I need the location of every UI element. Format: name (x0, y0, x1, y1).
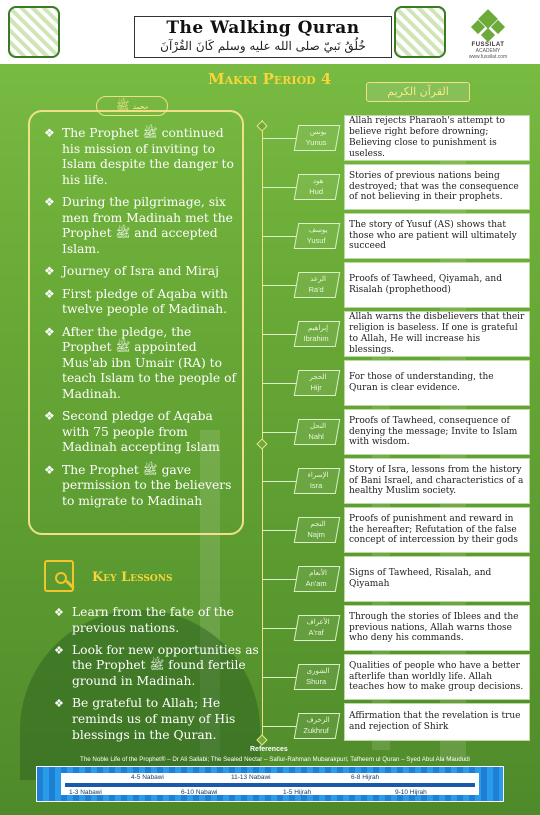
lessons-list (54, 605, 270, 749)
surah-badge: الأنعام An'am (294, 566, 341, 592)
surah-description: Through the stories of Iblees and the previous nations, Allah warns those who deny his commands. (344, 605, 530, 651)
list-item: ❖ First pledge of Aqaba with twelve people of Madinah. (44, 286, 228, 316)
surah-badge: النحل Nahl (294, 419, 341, 445)
surah-badge: الرعد Ra'd (294, 272, 341, 298)
surah-description: For those of understanding, the Quran is clear evidence. (344, 360, 530, 406)
surah-description: Allah warns the disbelievers that their religion is baseless. If one is grateful to Allah, He will increase his blessings. (344, 311, 530, 357)
timeline-label: 11-13 Nabawi (231, 774, 271, 781)
ornament-corner-right (394, 6, 446, 58)
surah-row (296, 311, 532, 357)
prophet-name-tab: محمد ﷺ (96, 96, 168, 116)
bullet-icon: ❖ (54, 643, 64, 657)
surah-badge: هود Hud (294, 174, 341, 200)
section-title: Makki Period 4 (208, 70, 332, 88)
logo-mark-icon (473, 12, 503, 42)
surah-badge: يونس Yunus (294, 125, 341, 151)
surah-badge: إبراهيم Ibrahim (294, 321, 341, 347)
surah-description: Stories of previous nations being destroyed; that was the consequence of not believing in their prophets. (344, 164, 530, 210)
bullet-icon: ❖ (44, 286, 55, 301)
timeline-label: 9-10 Hijrah (395, 789, 427, 796)
surah-row (296, 409, 532, 455)
timeline-label: 6-10 Nabawi (181, 789, 218, 796)
surah-row (296, 605, 532, 651)
surah-row (296, 115, 532, 161)
surah-badge: الحجر Hijr (294, 370, 341, 396)
surah-badge: الإسراء Isra (294, 468, 341, 494)
bullet-icon: ❖ (44, 462, 55, 477)
bullet-icon: ❖ (44, 324, 55, 339)
surah-badge: الأعراف A'raf (294, 615, 341, 641)
bullet-icon: ❖ (44, 264, 55, 278)
list-item: ❖ The Prophet ﷺ gave permission to the believers to migrate to Madinah (44, 462, 232, 508)
bullet-icon: ❖ (44, 195, 55, 209)
timeline-label: 6-8 Hijrah (351, 774, 380, 781)
surah-description: Affirmation that the revelation is true and rejection of Shirk (344, 703, 530, 741)
surah-description: Allah rejects Pharaoh's attempt to believe right before drowning; Believing close to punishment is useless. (344, 115, 530, 161)
surah-badge: الشورى Shura (294, 664, 341, 690)
surah-description: Proofs of Tawheed, consequence of denying the message; Invite to Islam with wisdom. (344, 409, 530, 455)
surah-row (296, 360, 532, 406)
vertical-divider (262, 120, 263, 740)
surah-row (296, 703, 532, 743)
key-lessons-title: Key Lessons (92, 570, 173, 585)
title-box (134, 16, 392, 58)
surah-description: Signs of Tawheed, Risalah, and Qiyamah (344, 556, 530, 602)
logo-sub: ACADEMY (475, 48, 501, 54)
list-item: ❖ Journey of Isra and Miraj (44, 264, 219, 278)
surah-description: Proofs of Tawheed, Qiyamah, and Risalah (prophethood) (344, 262, 530, 308)
surah-row (296, 507, 532, 553)
surah-description: Qualities of people who have a better afterlife than worldly life. Allah teaches how to make group decisions. (344, 654, 530, 700)
bullet-icon: ❖ (44, 126, 55, 140)
surah-row (296, 654, 532, 700)
ornament-corner-left (8, 6, 60, 58)
references-label: References (250, 746, 288, 753)
list-item: ❖ After the pledge, the Prophet ﷺ appointed Mus'ab ibn Umair (RA) to teach Islam to the people of Madinah. (44, 324, 237, 401)
surah-badge: يوسف Yusuf (294, 223, 341, 249)
surah-badge: الزخرف Zukhruf (294, 713, 341, 739)
references-text: The Noble Life of the Prophet® – Dr Ali Sallabi; The Sealed Nectar – Safiur-Rahman Mubarakpuri; Tafheem ul Quran – Syed Abul Ala Maududi (80, 756, 470, 763)
diamond-ornament-icon (256, 438, 267, 449)
bullet-icon: ❖ (54, 696, 64, 710)
page-title: The Walking Quran (166, 18, 360, 38)
arabic-subtitle: خُلُقُ نَبيّ صلى الله عليه وسلم كَانَ القُرْآنَ (160, 39, 366, 53)
list-item: ❖ Second pledge of Aqaba with 75 people from Madinah accepting Islam (44, 409, 220, 454)
list-item: ❖ Learn from the fate of the previous nations. (54, 605, 234, 635)
logo-name: FUSSILAT (471, 42, 505, 48)
bullet-icon: ❖ (44, 409, 55, 423)
surah-badge: النجم Najm (294, 517, 341, 543)
timeline-label: 1-5 Hijrah (283, 789, 312, 796)
quran-badge: القرآن الكريم (366, 82, 470, 102)
list-item: ❖ Look for new opportunities as the Prophet ﷺ found fertile ground in Madinah. (54, 642, 259, 689)
surah-row (296, 213, 532, 259)
list-item: ❖ During the pilgrimage, six men from Madinah met the Prophet ﷺ and accepted Islam. (44, 195, 233, 256)
diamond-ornament-icon (256, 120, 267, 131)
surah-description: The story of Yusuf (AS) shows that those who are patient will ultimately succeed (344, 213, 530, 259)
surah-row (296, 556, 532, 602)
document-search-icon (44, 560, 74, 592)
timeline-bar (65, 783, 475, 787)
surah-row (296, 262, 532, 308)
surah-description: Story of Isra, lessons from the history of Bani Israel, and characteristics of a healthy Muslim society. (344, 458, 530, 504)
logo-url: www.fussilat.com (468, 54, 508, 60)
timeline (36, 766, 504, 802)
events-list (44, 126, 240, 516)
surah-row (296, 164, 532, 210)
surah-row (296, 458, 532, 504)
timeline-label: 4-5 Nabawi (131, 774, 164, 781)
timeline-label: 1-3 Nabawi (69, 789, 102, 796)
header (0, 0, 540, 64)
academy-logo (458, 12, 518, 60)
surah-description: Proofs of punishment and reward in the hereafter; Refutation of the false concept of intercession by their gods (344, 507, 530, 553)
bullet-icon: ❖ (54, 606, 64, 619)
list-item: ❖ The Prophet ﷺ continued his mission of inviting to Islam despite the danger to his life. (44, 126, 234, 187)
list-item: ❖ Be grateful to Allah; He reminds us of many of His blessings in the Quran. (54, 695, 236, 742)
